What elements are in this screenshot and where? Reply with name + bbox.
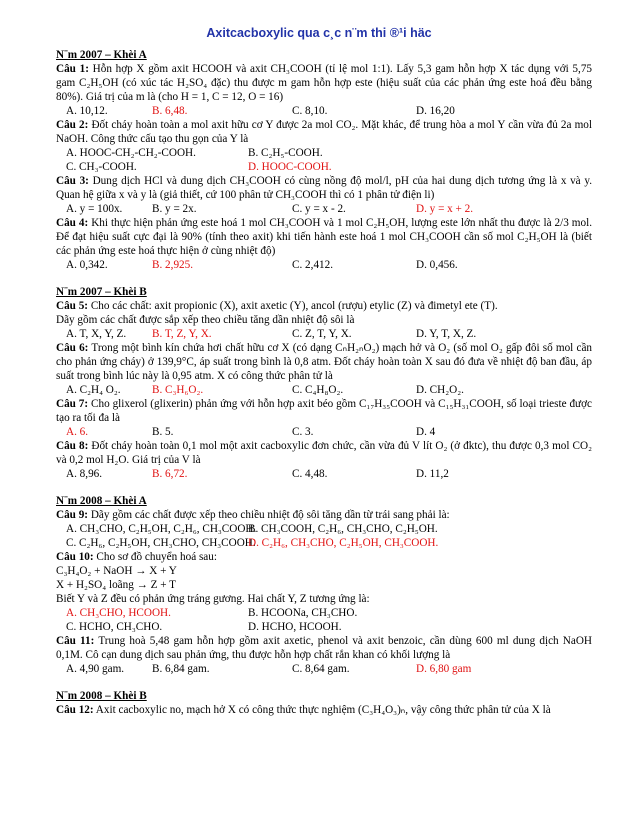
options-row: [56, 383, 592, 397]
question-line: Hỗn hợp X gồm axit HCOOH và axit CH₃COOH (tỉ lệ mol 1:1). Lấy 5,3 gam hỗn hợp X tác dụng với 5,75 gam C₂H₅OH (có xúc tác H₂SO₄ đặc) thu được m gam hỗn hợp este (hiệu suất của các phản ứng este hoá đều bằng 80%). Giá trị của m là (cho H = 1, C = 12, O = 16): [56, 63, 593, 103]
question-line: Dãy gồm các chất được xếp theo chiều nhiệt độ sôi tăng dần từ trái sang phải là:: [90, 509, 450, 521]
question-label: Câu 12:: [56, 704, 94, 716]
question-line: Axit cacboxylic no, mạch hở X có công thức thực nghiệm (C₃H₄O₃)ₙ, vậy công thức phân tử của X là: [95, 704, 551, 716]
answer-option: A. 4,90 gam.: [66, 663, 125, 675]
answer-option: C. CH₃-COOH.: [66, 161, 137, 173]
answer-option: A. C₂H₄ O₂.: [66, 384, 121, 396]
options-row: [56, 620, 592, 634]
question-line: Khi thực hiện phản ứng este hoá 1 mol CH₃COOH và 1 mol C₂H₅OH, lượng este lớn nhất thu được là 2/3 mol. Để đạt hiệu suất cực đại là 90% (tính theo axit) khi tiến hành este hoá 1 mol CH₃COOH cần số mol C₂H₅OH là (biết các phản ứng este hoá thực hiện ở cùng nhiệt độ): [56, 217, 593, 257]
answer-option: A. 0,342.: [66, 259, 108, 271]
answer-option: C. Z, T, Y, X.: [292, 328, 352, 340]
answer-option: B. 2,925.: [152, 259, 194, 271]
question-text: [56, 118, 592, 146]
answer-option: D. Y, T, X, Z.: [416, 328, 477, 340]
question-label: Câu 10:: [56, 551, 94, 563]
answer-option: A. CH₃CHO, C₂H₅OH, C₂H₆, CH₃COOH.: [66, 523, 257, 535]
document-title: Axitcacboxylic qua c¸c n¨m thi ®¹i häc: [206, 26, 432, 40]
question-label: Câu 8:: [56, 440, 89, 452]
answer-option: B. C₂H₅-COOH.: [248, 147, 323, 159]
question-line: Cho sơ đồ chuyển hoá sau:: [96, 551, 217, 563]
section-heading: N¨m 2008 – Khèi A: [56, 495, 147, 507]
answer-option: D. y = x + 2.: [416, 203, 474, 215]
section-gap: [56, 272, 592, 285]
question-text: [56, 62, 592, 104]
answer-option: B. T, Z, Y, X.: [152, 328, 212, 340]
answer-option: B. CH₃COOH, C₂H₆, CH₃CHO, C₂H₅OH.: [248, 523, 438, 535]
answer-option: B. 5.: [152, 426, 174, 438]
question-text: [56, 174, 592, 202]
answer-option: C. 2,412.: [292, 259, 334, 271]
answer-option: B. 6,84 gam.: [152, 663, 210, 675]
options-row: [56, 202, 592, 216]
options-row: [56, 606, 592, 620]
question-text: [56, 592, 592, 606]
answer-option: A. T, X, Y, Z.: [66, 328, 127, 340]
section-gap: [56, 676, 592, 689]
question-line: X + H₂SO₄ loãng → Z + T: [56, 579, 176, 591]
answer-option: D. C₂H₆, CH₃CHO, C₂H₅OH, CH₃COOH.: [248, 537, 439, 549]
question-label: Câu 3:: [56, 175, 89, 187]
question-line: Dãy gồm các chất được sắp xếp theo chiều tăng dần nhiệt độ sôi là: [56, 314, 355, 326]
answer-option: D. 4: [416, 426, 436, 438]
section-heading: N¨m 2008 – Khèi B: [56, 690, 147, 702]
question-text: [56, 299, 592, 313]
answer-option: A. 8,96.: [66, 468, 103, 480]
question-label: Câu 6:: [56, 342, 89, 354]
question-label: Câu 11:: [56, 635, 95, 647]
answer-option: C. 4,48.: [292, 468, 328, 480]
question-label: Câu 7:: [56, 398, 89, 410]
answer-option: D. HOOC-COOH.: [248, 161, 332, 173]
question-label: Câu 9:: [56, 509, 89, 521]
answer-option: C. C₂H₆, C₂H₅OH, CH₃CHO, CH₃COOH.: [66, 537, 256, 549]
answer-option: C. C₄H₈O₂.: [292, 384, 344, 396]
answer-option: C. 3.: [292, 426, 314, 438]
answer-option: B. y = 2x.: [152, 203, 197, 215]
question-line: C₃H₄O₂ + NaOH → X + Y: [56, 565, 177, 577]
question-line: Cho glixerol (glixerin) phản ứng với hỗn hợp axit béo gồm C₁₇H₃₅COOH và C₁₅H₃₁COOH, số loại trieste được tạo ra tối đa là: [56, 398, 593, 424]
question-line: Đốt cháy hoàn toàn a mol axit hữu cơ Y được 2a mol CO₂. Mặt khác, để trung hòa a mol Y cần vừa đủ 2a mol NaOH. Công thức cấu tạo thu gọn của Y là: [56, 119, 593, 145]
answer-option: C. 8,10.: [292, 105, 328, 117]
section-heading: N¨m 2007 – Khèi B: [56, 286, 147, 298]
question-line: Trong một bình kín chứa hơi chất hữu cơ X (có dạng CₙH₂ₙO₂) mạch hở và O₂ (số mol O₂ gấp đôi số mol cần cho phản ứng cháy) ở 139,9°C, áp suất trong bình là 0,8 atm. Đốt cháy hoàn toàn X sau đó đưa về nhiệt độ ban đầu, áp suất trong bình lúc này là 0,95 atm. X có công thức phân tử là: [56, 342, 592, 382]
answer-option: C. 8,64 gam.: [292, 663, 350, 675]
options-row: [56, 160, 592, 174]
answer-option: D. 11,2: [416, 468, 449, 480]
document-body: [56, 48, 592, 717]
section-gap: [56, 481, 592, 494]
question-text: [56, 341, 592, 383]
options-row: [56, 662, 592, 676]
options-row: [56, 258, 592, 272]
question-label: Câu 2:: [56, 119, 89, 131]
answer-option: D. HCHO, HCOOH.: [248, 621, 342, 633]
options-row: [56, 425, 592, 439]
answer-option: B. 6,72.: [152, 468, 188, 480]
answer-option: D. 6,80 gam: [416, 663, 472, 675]
question-text: [56, 550, 592, 564]
answer-option: C. y = x - 2.: [292, 203, 346, 215]
question-text: [56, 439, 592, 467]
options-row: [56, 146, 592, 160]
question-line: Dung dịch HCl và dung dịch CH₃COOH có cùng nồng độ mol/l, pH của hai dung dịch tương ứng là x và y. Quan hệ giữa x và y là (giả thiết, cứ 100 phân tử CH₃COOH thì có 1 phân tử điện li): [56, 175, 593, 201]
options-row: [56, 467, 592, 481]
options-row: [56, 536, 592, 550]
options-row: [56, 522, 592, 536]
options-row: [56, 104, 592, 118]
question-line: Biết Y và Z đều có phản ứng tráng gương. Hai chất Y, Z tương ứng là:: [56, 593, 370, 605]
answer-option: A. 6.: [66, 426, 89, 438]
answer-option: B. C₃H₆O₂.: [152, 384, 204, 396]
question-text: [56, 634, 592, 662]
question-line: Trung hoà 5,48 gam hỗn hợp gồm axit axetic, phenol và axit benzoic, cần dùng 600 ml dung dịch NaOH 0,1M. Cô cạn dung dịch sau phản ứng, thu được hỗn hợp chất rắn khan có khối lượng là: [56, 635, 592, 661]
answer-option: A. CH₃CHO, HCOOH.: [66, 607, 171, 619]
question-text: [56, 508, 592, 522]
question-text: [56, 703, 592, 717]
question-label: Câu 1:: [56, 63, 89, 75]
answer-option: D. 16,20: [416, 105, 455, 117]
question-line: Đốt cháy hoàn toàn 0,1 mol một axit cacboxylic đơn chức, cần vừa đủ V lít O₂ (ở đktc), thu được 0,3 mol CO₂ và 0,2 mol H₂O. Giá trị của V là: [56, 440, 592, 466]
answer-option: A. HOOC-CH₂-CH₂-COOH.: [66, 147, 196, 159]
answer-option: D. CH₂O₂.: [416, 384, 464, 396]
question-text: [56, 313, 592, 327]
answer-option: A. 10,12.: [66, 105, 108, 117]
answer-option: D. 0,456.: [416, 259, 458, 271]
section-heading: N¨m 2007 – Khèi A: [56, 49, 147, 61]
options-row: [56, 327, 592, 341]
question-text: [56, 578, 592, 592]
answer-option: C. HCHO, CH₃CHO.: [66, 621, 163, 633]
question-text: [56, 397, 592, 425]
question-label: Câu 4:: [56, 217, 89, 229]
answer-option: A. y = 100x.: [66, 203, 123, 215]
answer-option: B. HCOONa, CH₃CHO.: [248, 607, 358, 619]
question-text: [56, 564, 592, 578]
answer-option: B. 6,48.: [152, 105, 188, 117]
question-text: [56, 216, 592, 258]
question-label: Câu 5:: [56, 300, 89, 312]
question-line: Cho các chất: axit propionic (X), axit axetic (Y), ancol (rượu) etylic (Z) và đimetyl ete (T).: [90, 300, 498, 312]
